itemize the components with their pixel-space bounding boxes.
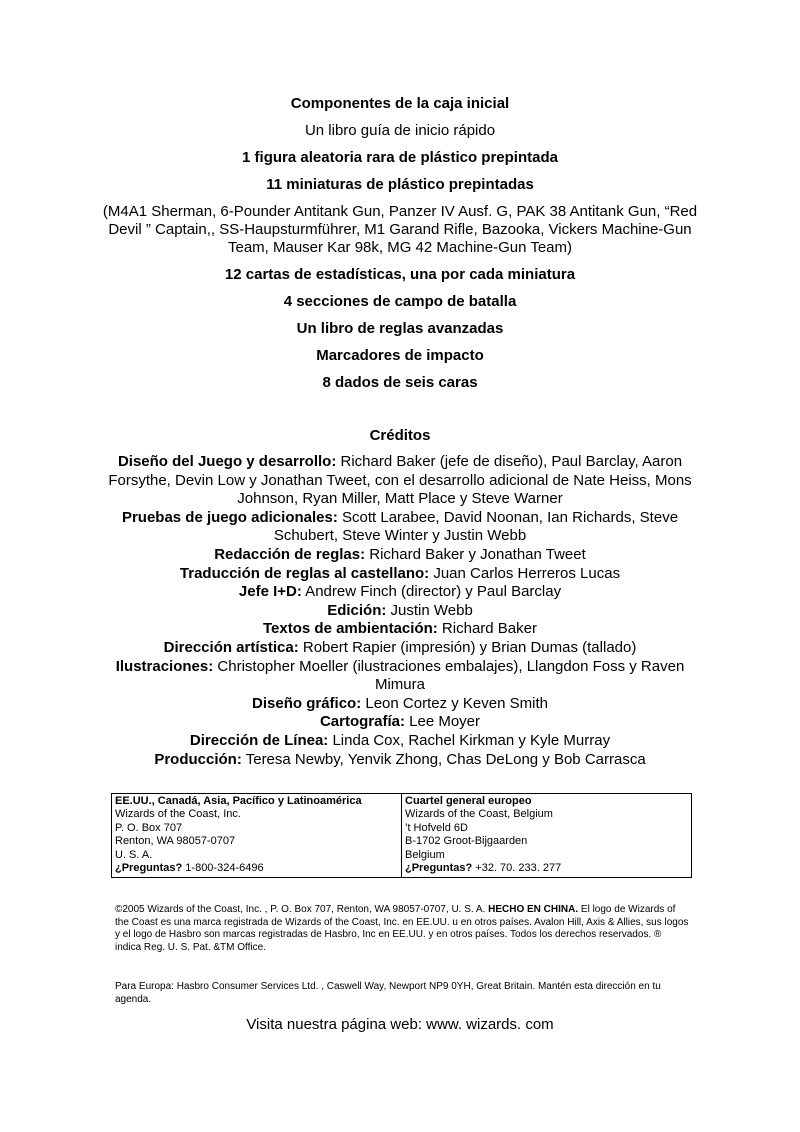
credit-value: Richard Baker (jefe de diseño), Paul Barclay, Aaron Forsythe, Devin Low y Jonathan Tweet, con el desarrollo adicional de Nate Heiss, Mons Johnson, Ryan Miller, Matt Place y Steve Warner (108, 453, 692, 508)
address-line: P. O. Box 707 (115, 821, 183, 834)
credit-label: Textos de ambientación: (263, 620, 438, 638)
credit-playtesting (90, 509, 710, 546)
credit-label: Pruebas de juego adicionales: (121, 508, 338, 526)
address-line: ’t Hofveld 6D (405, 821, 468, 834)
credit-art-direction (90, 639, 710, 658)
credit-value: Justin Webb (386, 601, 473, 619)
legal-trademarks: El logo de Wizards of the Coast es una marca registrada de Wizards of the Coast, Inc. en EE.UU. u en otros países. Avalon Hill, Axis & Allies, sus logos y el logo de Hasbro son marcas registradas de Hasbro, Inc en EE.UU. y en otros países. Todos los derechos reservados. ® indica Reg. U. S. Pat. &TM Office. (115, 904, 689, 953)
address-row (112, 794, 692, 878)
credit-value: Lee Moyer (404, 713, 481, 731)
component-miniatures: 11 miniaturas de plástico prepintadas (266, 176, 534, 193)
credit-value: Teresa Newby, Yenvik Zhong, Chas DeLong y Bob Carrasca (241, 750, 646, 768)
credit-label: Producción: (154, 750, 242, 768)
europe-note: Para Europa: Hasbro Consumer Services Ltd. , Caswell Way, Newport NP9 0YH, Great Britain. Mantén esta dirección en tu agenda. (115, 981, 661, 1005)
address-questions (405, 862, 688, 875)
box-components-section (100, 95, 700, 401)
credit-translation (90, 565, 710, 584)
credit-label: Cartografía: (319, 713, 405, 731)
credit-rnd-head (90, 583, 710, 602)
address-line: Belgium (405, 848, 445, 861)
credit-production (90, 751, 710, 770)
address-table (111, 793, 692, 878)
address-line: U. S. A. (115, 848, 153, 861)
legal-notice (115, 904, 690, 954)
credit-editing (90, 602, 710, 621)
questions-phone: +32. 70. 233. 277 (472, 862, 562, 875)
legal-copyright: ©2005 Wizards of the Coast, Inc. , P. O. Box 707, Renton, WA 98057-0707, U. S. A. (115, 904, 489, 915)
credit-value: Linda Cox, Rachel Kirkman y Kyle Murray (328, 731, 611, 749)
credit-value: Robert Rapier (impresión) y Brian Dumas (tallado) (298, 638, 637, 656)
address-line: Renton, WA 98057-0707 (115, 835, 236, 848)
component-dice: 8 dados de seis caras (322, 374, 478, 391)
credit-line-direction (90, 732, 710, 751)
credit-graphic-design (90, 695, 710, 714)
credit-label: Diseño del Juego y desarrollo: (117, 453, 337, 470)
questions-label: ¿Preguntas? (405, 862, 473, 875)
credit-rules-writing (90, 546, 710, 565)
miniatures-list: (M4A1 Sherman, 6-Pounder Antitank Gun, Panzer IV Ausf. G, PAK 38 Antitank Gun, “Red Devil ” Captain,, SS-Haupsturmführer, M1 Garand Rifle, Bazooka, Vickers Machine-Gun Team, Mauser Kar 98k, MG 42 Machine-Gun Team) (102, 203, 698, 256)
credit-label: Redacción de reglas: (214, 545, 366, 563)
legal-made-in: HECHO EN CHINA. (488, 904, 579, 915)
credit-label: Dirección artística: (163, 638, 299, 656)
credit-label: Edición: (327, 601, 387, 619)
address-heading: Cuartel general europeo (405, 795, 532, 807)
component-advanced-rules: Un libro de reglas avanzadas (296, 320, 504, 337)
component-battlefield: 4 secciones de campo de batalla (283, 293, 517, 310)
address-line: B-1702 Groot-Bijgaarden (405, 835, 528, 848)
credit-value: Andrew Finch (director) y Paul Barclay (301, 583, 562, 601)
credit-label: Dirección de Línea: (189, 731, 329, 749)
address-line: Wizards of the Coast, Inc. (115, 808, 241, 821)
address-questions (115, 862, 398, 875)
credits-section (90, 427, 710, 769)
credit-value: Richard Baker y Jonathan Tweet (365, 545, 586, 563)
credit-label: Diseño gráfico: (252, 694, 362, 712)
address-line: Wizards of the Coast, Belgium (405, 808, 553, 821)
address-europe (402, 794, 692, 878)
credit-illustrations (90, 658, 710, 695)
questions-phone: 1-800-324-6496 (182, 862, 264, 875)
component-guide: Un libro guía de inicio rápido (304, 122, 496, 139)
credit-value: Leon Cortez y Keven Smith (361, 694, 548, 712)
address-heading: EE.UU., Canadá, Asia, Pacífico y Latinoamérica (115, 795, 362, 807)
credit-label: Ilustraciones: (115, 657, 214, 675)
credit-flavor-text (90, 620, 710, 639)
component-stat-cards: 12 cartas de estadísticas, una por cada miniatura (224, 266, 576, 283)
credit-label: Jefe I+D: (238, 583, 302, 601)
component-rare-figure: 1 figura aleatoria rara de plástico prepintada (242, 149, 558, 166)
credit-label: Traducción de reglas al castellano: (179, 564, 430, 582)
address-americas (112, 794, 402, 878)
questions-label: ¿Preguntas? (115, 862, 183, 875)
website-line: Visita nuestra página web: www. wizards. com (246, 1016, 554, 1033)
credit-value: Juan Carlos Herreros Lucas (429, 564, 621, 582)
credit-value: Richard Baker (437, 620, 537, 638)
components-title: Componentes de la caja inicial (290, 95, 510, 112)
credits-title: Créditos (369, 427, 431, 444)
component-hit-markers: Marcadores de impacto (316, 347, 484, 364)
credit-value: Christopher Moeller (ilustraciones embalajes), Llangdon Foss y Raven Mimura (213, 657, 685, 694)
credit-cartography (90, 713, 710, 732)
credit-value: Scott Larabee, David Noonan, Ian Richards, Steve Schubert, Steve Winter y Justin Webb (273, 508, 679, 545)
credit-game-design (90, 453, 710, 509)
